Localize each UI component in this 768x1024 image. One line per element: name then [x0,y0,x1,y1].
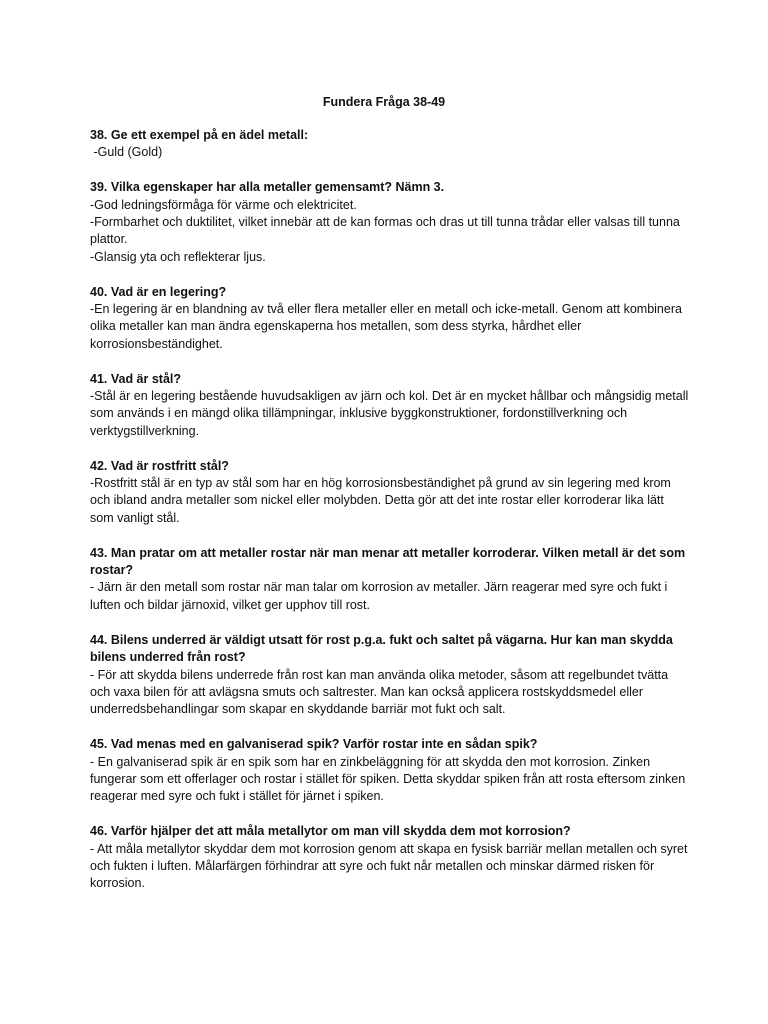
answer-39-line-1: -God ledningsförmåga för värme och elektricitet. [90,197,357,212]
question-41: 41. Vad är stål? [90,371,182,386]
answer-43: - Järn är den metall som rostar när man talar om korrosion av metaller. Järn reagerar med syre och fukt i luften och bildar järnoxid, vilket ger upphov till rost. [90,580,668,612]
qa-item-43 [90,545,690,615]
question-43: 43. Man pratar om att metaller rostar när man menar att metaller korroderar. Vilken metall är det som rostar? [90,545,686,578]
answer-38-line-1: -Guld (Gold) [90,145,163,160]
qa-item-44 [90,632,690,719]
question-39: 39. Vilka egenskaper har alla metaller gemensamt? Nämn 3. [90,180,445,195]
qa-item-42 [90,458,690,528]
question-40: 40. Vad är en legering? [90,284,227,299]
answer-42: -Rostfritt stål är en typ av stål som har en hög korrosionsbeständighet på grund av sin legering med krom och ibland andra metaller som nickel eller molybden. Detta gör att det inte rostar eller korroderar lika lätt som vanligt stål. [90,476,671,525]
qa-item-40 [90,284,690,354]
qa-item-41 [90,371,690,441]
question-46: 46. Varför hjälper det att måla metallytor om man vill skydda dem mot korrosion? [90,824,571,839]
question-38: 38. Ge ett exempel på en ädel metall: [90,128,309,142]
qa-item-45 [90,736,690,806]
answer-39-line-2: -Formbarhet och duktilitet, vilket innebär att de kan formas och dras ut till tunna trådar eller valsas till tunna plattor. [90,215,680,247]
answer-45: - En galvaniserad spik är en spik som har en zinkbeläggning för att skydda den mot korrosion. Zinken fungerar som ett offerlager och rostar i stället för spiken. Detta skyddar spiken från att rosta eftersom zinken reagerar med syre och fukt i stället för järnet i spiken. [90,754,686,804]
qa-item-39 [90,179,690,266]
document-title: Fundera Fråga 38-49 [322,95,446,109]
document-body [90,127,690,910]
answer-39-line-3: -Glansig yta och reflekterar ljus. [90,249,266,264]
question-45: 45. Vad menas med en galvaniserad spik? Varför rostar inte en sådan spik? [90,737,538,752]
answer-40: -En legering är en blandning av två eller flera metaller eller en metall och icke-metall. Genom att kombinera olika metaller kan man ändra egenskaperna hos metallen, som dess styrka, hårdhet eller korrosionsbeständighet. [90,302,682,351]
answer-44: - För att skydda bilens underrede från rost kan man använda olika metoder, såsom att regelbundet tvätta och vaxa bilen för att avlägsna smuts och saltrester. Man kan också applicera rostskyddsmedel eller underredsbehandlingar som skapar en skyddande barriär mot fukt och salt. [90,667,669,717]
question-44: 44. Bilens underred är väldigt utsatt för rost p.g.a. fukt och saltet på vägarna. Hur kan man skydda bilens underred från rost? [90,632,673,665]
answer-46: - Att måla metallytor skyddar dem mot korrosion genom att skapa en fysisk barriär mellan metallen och syret och fukten i luften. Målarfärgen förhindrar att syre och fukt når metallen och minskar därmed risken för korrosion. [90,841,688,891]
qa-item-46 [90,823,690,893]
answer-41: -Stål är en legering bestående huvudsakligen av järn och kol. Det är en mycket hållbar och mångsidig metall som används i en mängd olika tillämpningar, inklusive byggkonstruktioner, fordonstillverkning och verktygstillverkning. [90,389,689,438]
question-42: 42. Vad är rostfritt stål? [90,458,229,473]
qa-item-38 [90,127,690,162]
